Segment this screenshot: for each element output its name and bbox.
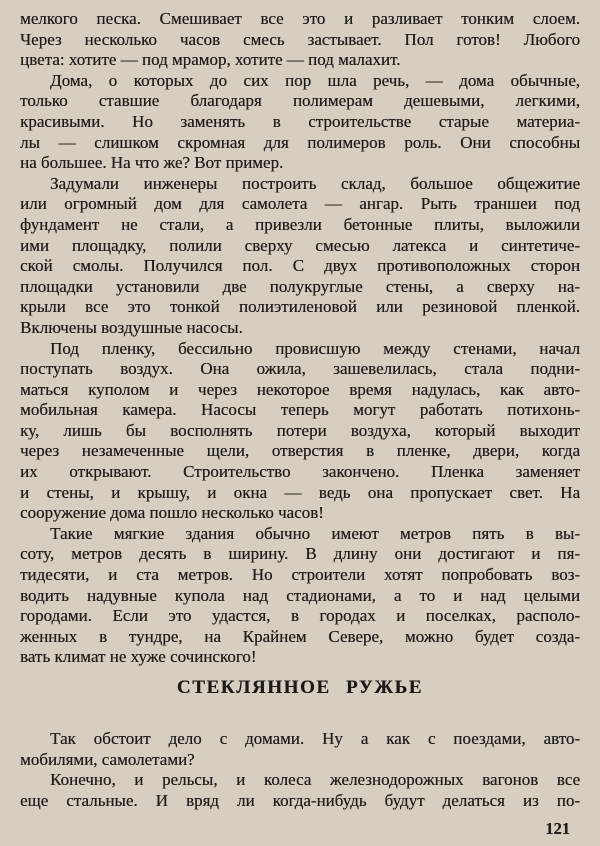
text-column <box>20 9 580 811</box>
section-heading: СТЕКЛЯННОЕ РУЖЬЕ <box>176 677 424 698</box>
text-line: Задумали инженеры построить склад, большое общежитие <box>50 173 580 193</box>
text-line: лы — слишком скромная для полимеров роль. Они способны <box>20 132 580 152</box>
text-line: водить надувные купола над стадионами, а то и над целыми <box>20 585 580 605</box>
text-line: Такие мягкие здания обычно имеют метров пять в вы- <box>50 523 580 543</box>
text-line: соту, метров десять в ширину. В длину они достигают и пя- <box>20 544 580 564</box>
text-line: только ставшие благодаря полимерам дешевыми, легкими, <box>20 91 580 111</box>
paragraph <box>20 770 580 811</box>
body-after-heading <box>20 729 580 811</box>
text-line: сооружение дома пошло несколько часов! <box>20 503 324 523</box>
text-line: еще стальные. И вряд ли когда-нибудь будут делаться из по- <box>20 790 580 810</box>
text-line: поступать воздух. Она ожила, зашевелилась, стала подни- <box>20 359 580 379</box>
text-line: Под пленку, бессильно провисшую между стенами, начал <box>50 338 580 358</box>
paragraph <box>20 174 580 339</box>
text-line: маться куполом и через некоторое время надулась, как авто- <box>20 379 580 399</box>
text-line: цвета: хотите — под мрамор, хотите — под малахит. <box>20 50 401 70</box>
text-line: ку, лишь бы восполнять потери воздуха, который выходит <box>20 420 580 440</box>
text-line: городами. Если это удастся, в городах и поселках, располо- <box>20 606 580 626</box>
paragraph <box>20 339 580 524</box>
text-line: вать климат не хуже сочинского! <box>20 647 257 667</box>
text-line: мобилями, самолетами? <box>20 749 195 769</box>
text-line: Дома, о которых до сих пор шла речь, — дома обычные, <box>50 70 580 90</box>
text-line: женных в тундре, на Крайнем Севере, можно будет созда- <box>20 626 580 646</box>
text-line: крыли все это тонкой полиэтиленовой или резиновой пленкой. <box>20 297 580 317</box>
text-line: или огромный дом для самолета — ангар. Рыть траншеи под <box>20 194 580 214</box>
text-line: Через несколько часов смесь застывает. Пол готов! Любого <box>20 29 580 49</box>
text-line: Так обстоит дело с домами. Ну а как с поездами, авто- <box>50 729 580 748</box>
text-line: через незамеченные щели, отверстия в пленке, двери, когда <box>20 441 580 461</box>
text-line: площадки установили две полукруглые стены, а сверху на- <box>20 276 580 296</box>
text-line: красивыми. Но заменять в строительстве старые материа- <box>20 111 580 131</box>
text-line: их открывают. Строительство закончено. Пленка заменяет <box>20 462 580 482</box>
paragraph <box>20 71 580 174</box>
paragraph <box>20 9 580 71</box>
paragraph <box>20 524 580 668</box>
text-line: Конечно, и рельсы, и колеса железнодорожных вагонов все <box>50 770 580 790</box>
text-line: тидесяти, и ста метров. Но строители хотят попробовать воз- <box>20 565 580 585</box>
text-line: фундамент не стали, а привезли бетонные плиты, выложили <box>20 214 580 234</box>
text-line: ими площадку, полили сверху смесью латекса и синтетиче- <box>20 235 580 255</box>
text-line: ской смолы. Получился пол. С двух противоположных сторон <box>20 256 580 276</box>
text-line: Включены воздушные насосы. <box>20 317 243 337</box>
text-line: мелкого песка. Смешивает все это и разливает тонким слоем. <box>20 9 580 28</box>
body-before-heading <box>20 9 580 668</box>
text-line: и стены, и крышу, и окна — ведь она пропускает свет. На <box>20 482 580 502</box>
paragraph <box>20 729 580 770</box>
text-line: на большее. На что же? Вот пример. <box>20 153 284 173</box>
page-number: 121 <box>545 819 570 838</box>
text-line: мобильная камера. Насосы теперь могут работать потихонь- <box>20 400 580 420</box>
